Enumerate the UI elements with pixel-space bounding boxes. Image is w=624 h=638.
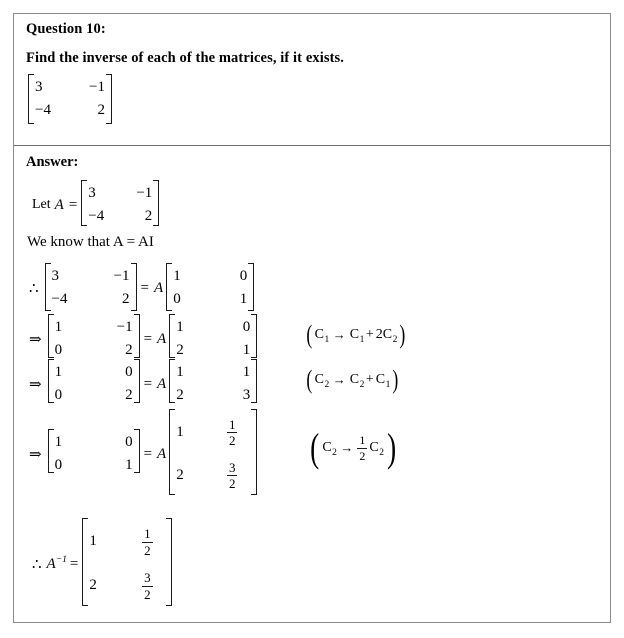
step-4-right-matrix [169,409,257,499]
operation-addend: C $_2$ [369,440,385,458]
matrix-body [54,359,134,410]
matrix-cell: 0 [54,457,63,473]
matrix-body [175,359,251,410]
plus-sign: + [365,327,374,343]
matrix-cell: 1 [125,457,133,473]
matrix-row [176,454,250,497]
matrix-cell: 0 [54,342,63,359]
matrix-cell: 0 [173,291,181,308]
fraction-denominator: 2 [144,586,151,602]
matrix-cell-fraction [129,526,165,558]
matrix-cell: 1 [176,364,184,380]
matrix-row [52,288,130,311]
matrix-cell: 2 [122,291,130,308]
therefore-symbol: ∴ [29,280,39,297]
column-operation-1 [305,320,407,349]
matrix-row [176,411,250,454]
arrow-icon: → [340,440,354,455]
question-title: Question 10: [26,21,106,37]
question-matrix-line [27,74,113,125]
matrix-cell: 0 [239,268,248,284]
bracket-right-icon [134,429,140,473]
operation-target: C $_2$ [314,372,330,390]
equals-sign: = [143,330,153,347]
matrix-cell: 2 [176,342,184,359]
paren-close-icon: ) [392,365,399,394]
paren-open-icon: ( [306,365,313,394]
operation-target: C $_1$ [314,327,330,345]
operation-addend: C $_1$ [375,372,391,390]
matrix-row [55,431,133,454]
matrix-cell: 2 [144,208,153,225]
matrix-symbol-a: A [157,445,167,462]
matrix-cell: 3 [35,79,43,95]
paren-close-icon: ) [399,320,406,349]
matrix-symbol-a: A [154,279,164,296]
matrix-cell: 2 [89,577,97,594]
matrix-row [88,205,152,228]
answer-title: Answer: [26,154,79,170]
fraction [227,417,238,449]
implies-symbol: ⇒ [29,446,42,463]
matrix-symbol-a: A [157,375,167,392]
operation-body [314,372,391,388]
matrix-cell-fraction [214,417,250,449]
operation-target: C $_2$ [322,440,337,458]
matrix-cell: 1 [89,533,97,550]
matrix-cell-fraction [214,460,250,492]
matrix-body [51,263,131,314]
bracket-right-icon [248,263,254,311]
matrix-cell: 1 [173,268,181,284]
matrix-row [89,564,165,608]
fraction [357,433,367,462]
column-operation-2 [305,365,400,394]
matrix-cell: −1 [136,185,153,201]
let-a-line [32,180,160,231]
fraction-denominator: 2 [228,476,236,491]
equals-sign: = [143,375,153,392]
matrix-row [173,265,247,288]
matrix-cell: 0 [54,387,63,404]
paren-open-icon: ( [306,320,313,349]
equals-sign: = [69,555,79,572]
matrix-row [35,99,105,122]
fraction [227,460,238,492]
matrix-row [52,265,130,288]
step-3-left-matrix [48,359,140,410]
let-label: Let [32,197,51,213]
let-matrix [81,180,159,231]
matrix-cell: 0 [125,364,133,380]
fraction-denominator: 2 [359,448,366,463]
question-matrix [28,74,112,125]
step-2-right-matrix [169,314,257,365]
question-prompt: Find the inverse of each of the matrices, if it exists. [26,50,344,66]
matrix-row [176,316,250,339]
fraction [142,570,153,602]
matrix-row [173,288,247,311]
matrix-symbol-a: A [157,330,167,347]
plus-sign: + [365,372,374,388]
matrix-row [55,361,133,384]
matrix-cell: 2 [176,387,184,404]
matrix-cell: 3 [242,387,251,404]
operation-source: C $_1$ [349,327,365,345]
operation-body [321,433,384,462]
matrix-body [87,180,153,231]
fraction-numerator: 1 [144,526,151,542]
bracket-right-icon [251,359,257,403]
bracket-right-icon [106,74,112,124]
arrow-icon: → [332,372,346,388]
bracket-right-icon [131,263,137,311]
matrix-cell: 1 [242,364,251,380]
matrix-symbol-a-inverse: $A^{-1}$ [46,554,67,572]
bracket-right-icon [153,180,159,226]
matrix-cell: 3 [51,268,60,284]
matrix-row [176,361,250,384]
matrix-cell: −1 [113,268,130,284]
operation-source: C $_2$ [349,372,365,390]
step-1-line [29,263,255,314]
equals-sign: = [140,279,150,296]
step-1-left-matrix [45,263,137,314]
bracket-right-icon [166,518,172,606]
matrix-cell: 1 [176,423,184,440]
matrix-cell: 1 [54,319,63,335]
paren-close-icon: ) [386,425,396,470]
implies-symbol: ⇒ [29,376,42,393]
operation-body [314,327,398,343]
matrix-cell: 3 [88,185,96,201]
operation-addend: C $_2$ [382,327,398,345]
matrix-cell-fraction [129,570,165,602]
matrix-body [175,314,251,365]
answer-section [14,146,610,622]
equals-sign: = [143,445,153,462]
bracket-right-icon [134,314,140,358]
matrix-cell: −1 [116,319,133,335]
matrix-row [35,76,105,99]
matrix-row [89,520,165,564]
fraction-numerator: 3 [144,570,151,586]
matrix-cell: 1 [176,319,184,335]
step-3-line [29,359,258,410]
matrix-cell: 2 [125,387,133,404]
inverse-matrix [82,518,172,610]
fraction-numerator: 3 [228,459,236,475]
matrix-body [54,429,134,480]
matrix-cell: −1 [89,79,105,95]
bracket-right-icon [134,359,140,403]
matrix-symbol-a: A [54,196,64,213]
step-4-line [29,409,258,499]
matrix-row [176,384,250,407]
column-operation-3 [308,425,398,470]
matrix-row [88,182,152,205]
matrix-cell: 1 [242,342,251,359]
fraction-denominator: 2 [228,433,236,448]
matrix-cell: −4 [51,291,68,308]
matrix-cell: −4 [88,208,105,225]
matrix-cell: 2 [176,466,184,483]
arrow-icon: → [332,327,346,343]
matrix-row [55,316,133,339]
matrix-row [55,384,133,407]
fraction-denominator: 2 [144,542,151,558]
matrix-cell: 1 [54,364,63,380]
matrix-cell: 0 [242,319,251,335]
worksheet-page [13,13,611,623]
implies-symbol: ⇒ [29,331,42,348]
matrix-cell: 1 [239,291,248,308]
equals-sign: = [68,196,78,213]
matrix-cell: 1 [54,433,63,450]
question-section [14,14,610,146]
bracket-right-icon [251,409,257,495]
matrix-body [172,263,248,314]
matrix-body [34,74,106,125]
matrix-body [88,518,166,610]
step-1-right-matrix [166,263,254,314]
matrix-cell: 2 [97,102,105,119]
bracket-right-icon [251,314,257,358]
matrix-cell: 2 [125,342,133,359]
step-2-line [29,314,258,365]
step-2-left-matrix [48,314,140,365]
matrix-body [54,314,134,365]
fraction-numerator: 1 [228,416,236,432]
fraction [142,526,153,558]
matrix-cell: 0 [125,433,133,450]
step-3-right-matrix [169,359,257,410]
fraction-numerator: 1 [359,433,366,448]
step-4-left-matrix [48,429,140,480]
matrix-cell: −4 [35,102,51,119]
matrix-body [175,409,251,499]
conclusion-line [32,518,173,610]
know-statement: We know that A = AI [27,234,154,250]
matrix-row [55,454,133,477]
operation-coefficient: 2 [375,327,383,343]
therefore-symbol: ∴ [32,556,42,573]
paren-open-icon: ( [310,425,320,470]
